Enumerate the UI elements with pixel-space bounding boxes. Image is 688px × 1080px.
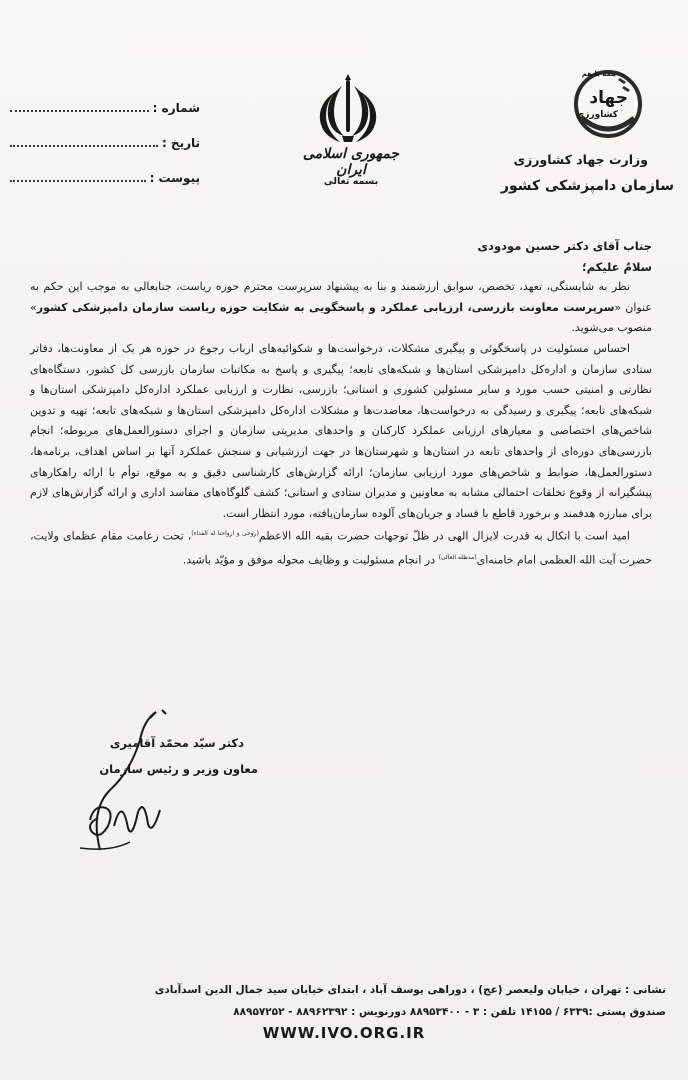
letter-meta-fields (10, 100, 200, 205)
invocation-text: بسمه تعالی (323, 176, 379, 187)
attachment-dotted-line (10, 170, 146, 182)
attachment-field (10, 170, 200, 205)
paragraph-duties: احساس مسئولیت در پاسخگوئی و پیگیری مشکلات، درخواست‌ها و شکوائیه‌های ارباب رجوع در حوزه هر یک از معاونت‌ها، دفاتر ستادی سازمان و اداره‌کل دامپزشکی استان‌ها و شبکه‌های تابعه؛ پیگیری و پاسخ به مکاتبات سازمان بازرسی کل کشور، دستگاه‌های نظارتی و امنیتی حسب مورد و سایر مسئولین کشوری و استانی؛ بازرسی، نظارت و ارزیابی عملکرد اداره‌کل دامپزشکی استان‌ها و شبکه‌های تابعه؛ پیگیری و رسیدگی به درخواست‌ها، معاضدت‌ها و مشکلات اداره‌کل دامپزشکی استان‌ها و شبکه‌های تابعه؛ تهیه و تدوین شاخص‌های اختصاصی و معیارهای ارزیابی عملکرد کارکنان و واحدهای مدیریتی سازمان و اجرای دستورالعمل‌های مربوطه؛ انجام بازرسی‌های دوره‌ای از واحدهای تابعه در استان‌ها و شهرستان‌ها در جهت ارزشیابی و سنجش عملکرد آنها بر اساس اهداف، برنامه‌ها، دستورالعمل‌ها، ضوابط و شاخص‌های مورد ارزیابی سازمان؛ ارائه گزارش‌های کارشناسی دقیق و به موقع، توأم با ارائه راهکارهای پیشگیرانه از وقوع تخلفات احتمالی مشابه به معاونین و مدیران ستادی و استانی؛ کشف گلوگاه‌های مفاسد اداری و ارائه گزارش‌های لازم برای مبارزه هدفمند و برخورد قاطع با فساد و جریان‌های آلوده سازمان‌یافته، مورد انتظار است. (30, 341, 652, 520)
salutation: سلامٌ علیکم؛ (581, 259, 652, 274)
appointed-position: سرپرست معاونت بازرسی، ارزیابی عملکرد و پاسخگویی به شکایت حوزه ریاست سازمان دامپزشکی کشور (36, 300, 615, 314)
signatory-title: معاون وزیر و رئیس سازمان (99, 762, 258, 776)
republic-name: جمهوری اسلامی ایران (302, 146, 400, 178)
date-label: تاریخ : (161, 136, 200, 150)
footer-address: نشانی : تهران ، خیابان ولیعصر (عج) ، دوراهی یوسف آباد ، ابتدای خیابان سید جمال الدین اسدآبادی (154, 984, 666, 996)
addressee: جناب آقای دکتر حسین مودودی (477, 239, 652, 253)
letter-body (30, 236, 652, 571)
date-field (10, 135, 200, 170)
handwritten-signature-icon (70, 700, 210, 860)
paragraph-appointment-lead: نظر به شایستگی، تعهد، تخصص، سوابق ارزشمند و بنا به پیشنهاد سرپرست محترم حوزه ریاست، جنابعالی به موجب این حکم به عنوان « (30, 280, 652, 314)
logo-wordmark: جهاد (589, 88, 628, 108)
closing-honorific-2: (مدظله العالی) (438, 553, 477, 561)
logo-subword: کشاورزی (576, 110, 618, 120)
paragraph-closing (30, 524, 652, 571)
logo-tagline: همه با هم (581, 70, 616, 78)
number-field (10, 100, 200, 135)
signatory-name: دکتر سیّد محمّد آقامیری (109, 736, 244, 750)
paragraph-appointment (30, 277, 652, 339)
closing-part-c: در انجام مسئولیت و وظایف محوله موفق و مؤیّد باشید. (182, 553, 439, 567)
ministry-name: وزارت جهاد کشاورزی (513, 152, 648, 167)
number-label: شماره : (152, 101, 200, 115)
footer-website: WWW.IVO.ORG.IR (262, 1024, 426, 1042)
iran-emblem-icon (312, 70, 384, 146)
closing-part-b: ، تحت زعامت مقام عظمای ولایت، حضرت آیت الله العظمی امام خامنه‌ای (30, 529, 652, 567)
closing-part-a: امید است با اتکال به قدرت لایزال الهی در ظلّ توجهات حضرت بقیه الله الاعظم (258, 529, 630, 543)
footer-postal-phone: صندوق پستی :۶۳۳۹ / ۱۴۱۵۵ تلفن : ۳ - ۸۸۹۵۳۴۰۰ دورنویس : ۸۸۹۶۲۳۹۲ - ۸۸۹۵۷۲۵۲ (233, 1006, 666, 1018)
closing-honorific-1: (روحی و ارواحنا له الفداء) (191, 530, 259, 538)
organization-name: سازمان دامپزشکی کشور (500, 178, 674, 194)
attachment-label: پیوست : (149, 171, 200, 185)
date-dotted-line (10, 135, 158, 147)
paragraph-appointment-tail: » منصوب می‌شوید. (30, 300, 652, 335)
number-dotted-line (10, 100, 149, 112)
